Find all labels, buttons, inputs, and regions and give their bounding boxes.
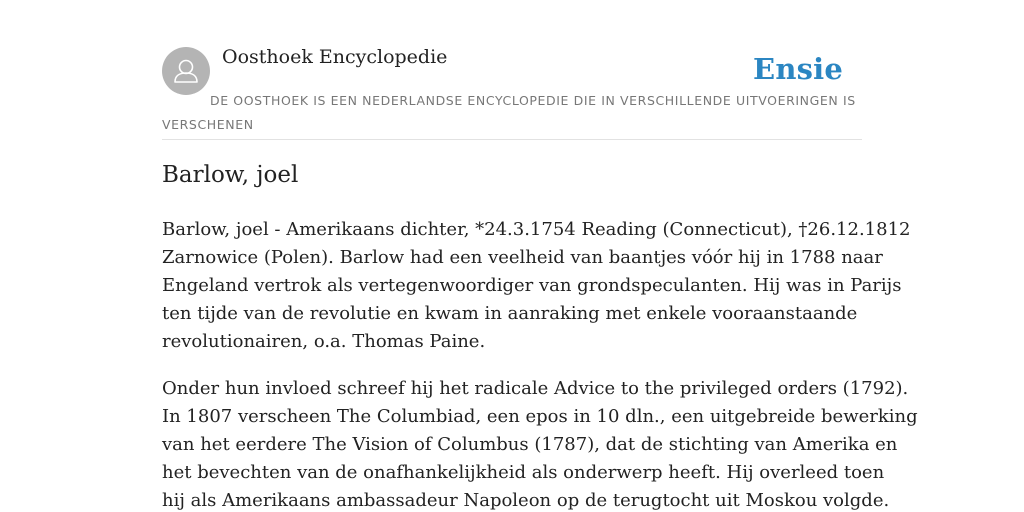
paragraph-line: Barlow, joel - Amerikaans dichter, *24.3.1754 Reading (Connecticut), †26.12.1812 <box>162 219 911 240</box>
paragraph-line: Zarnowice (Polen). Barlow had een veelheid van baantjes vóór hij in 1788 naar <box>162 247 883 268</box>
site-header <box>162 0 862 140</box>
paragraph-line: ten tijde van de revolutie en kwam in aanraking met enkele vooraanstaande <box>162 303 858 324</box>
site-tagline: DE OOSTHOEK IS EEN NEDERLANDSE ENCYCLOPEDIE DIE IN VERSCHILLENDE UITVOERINGEN IS VERSCHENEN <box>162 93 856 132</box>
paragraph-line: In 1807 verscheen The Columbiad, een epos in 10 dln., een uitgebreide bewerking <box>162 406 918 427</box>
paragraph-line: Engeland vertrok als vertegenwoordiger van grondspeculanten. Hij was in Parijs <box>162 275 902 296</box>
user-icon <box>162 47 210 95</box>
article-paragraph <box>162 375 918 512</box>
avatar[interactable] <box>162 47 210 95</box>
paragraph-line: het bevechten van de onafhankelijkheid als onderwerp heeft. Hij overleed toen <box>162 462 885 483</box>
brand-logo[interactable]: Ensie <box>753 52 843 86</box>
paragraph-line: revolutionairen, o.a. Thomas Paine. <box>162 331 486 352</box>
article-paragraph <box>162 216 911 356</box>
article-body <box>162 216 918 512</box>
paragraph-line: hij als Amerikaans ambassadeur Napoleon op de terugtocht uit Moskou volgde. <box>162 490 890 511</box>
paragraph-line: van het eerdere The Vision of Columbus (1787), dat de stichting van Amerika en <box>162 434 898 455</box>
paragraph-line: Onder hun invloed schreef hij het radicale Advice to the privileged orders (1792). <box>162 378 909 399</box>
site-name-link[interactable]: Oosthoek Encyclopedie <box>222 46 448 68</box>
page-title: Barlow, joel <box>162 162 299 188</box>
